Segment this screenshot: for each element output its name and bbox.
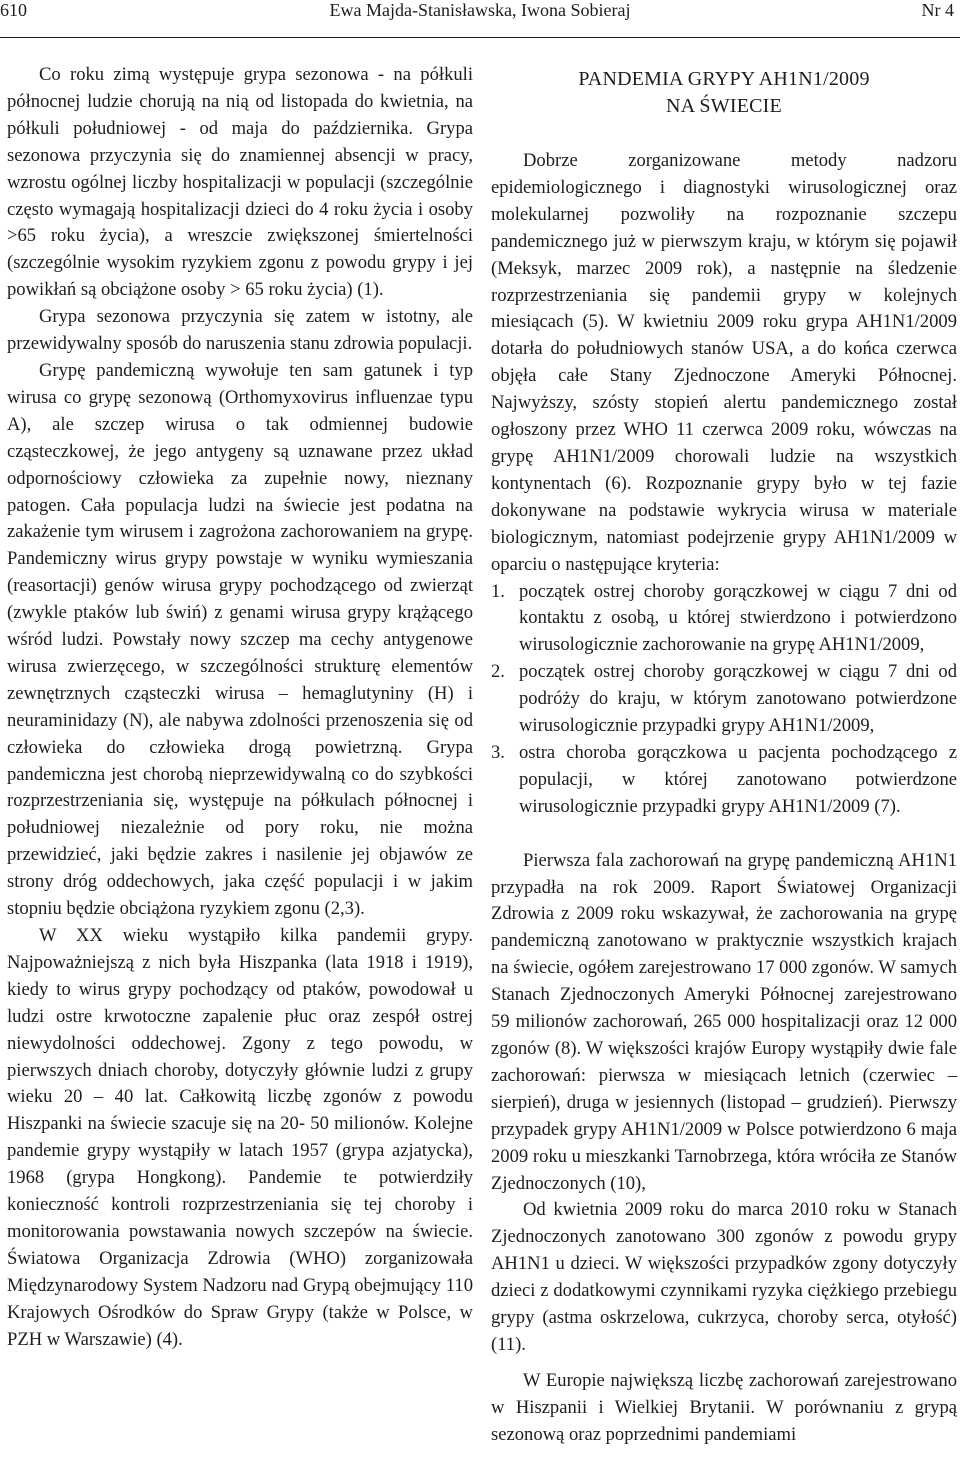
section-title-line: PANDEMIA GRYPY AH1N1/2009 bbox=[578, 68, 870, 90]
section-title-line: NA ŚWIECIE bbox=[666, 95, 782, 117]
issue-number: Nr 4 bbox=[921, 0, 954, 20]
paragraph: W Europie największą liczbę zachorowań zarejestrowano w Hiszpanii i Wielkiej Brytanii. W porównaniu z grypą sezonową oraz poprzednimi pandemiami bbox=[491, 1369, 957, 1445]
spacer bbox=[491, 821, 957, 848]
paragraph: Dobrze zorganizowane metody nadzoru epidemiologicznego i diagnostyki wirusologicznej oraz molekularnej pozwoliły na rozpoznanie szczepu pandemicznego już w pierwszym kraju, w którym się pojawił (Meksyk, marzec 2009 rok), a następnie na śledzenie rozprzestrzeniania się pandemii grypy w kolejnych miesiącach (5). W kwietniu 2009 roku grypa AH1N1/2009 dotarła do południowych stanów USA, a do końca czerwca objęła całe Stany Zjednoczone Ameryki Północnej. Najwyższy, szósty stopień alertu pandemicznego został ogłoszony przez WHO 11 czerwca 2009 roku, wówczas na grypę AH1N1/2009 chorowali ludzie na wszystkich kontynentach (6). Rozpoznanie grypy było w tej fazie dokonywane na podstawie wykrycia wirusa w materiale biologicznym, natomiast podejrzenie grypy AH1N1/2009 w oparciu o następujące kryteria: bbox=[491, 150, 957, 575]
list-number: 3. bbox=[491, 741, 505, 763]
list-number: 2. bbox=[491, 661, 505, 683]
list-item-text: początek ostrej choroby gorączkowej w ciągu 7 dni od podróży do kraju, w którym zanotowano potwierdzone wirusologicznie przypadki grypy AH1N1/2009, bbox=[519, 661, 957, 737]
list-item bbox=[491, 579, 957, 660]
list-item-text: ostra choroba gorączkowa u pacjenta pochodzącego z populacji, w której zanotowano potwierdzone wirusologicznie przypadki grypy AH1N1/2009 (7). bbox=[519, 741, 957, 817]
header-rule bbox=[0, 37, 960, 38]
right-column bbox=[491, 62, 957, 1449]
page-number: 610 bbox=[0, 0, 27, 20]
section-title bbox=[491, 66, 957, 120]
paragraph: Pierwsza fala zachorowań na grypę pandemiczną AH1N1 przypadła na rok 2009. Raport Światowej Organizacji Zdrowia z 2009 roku wskazywał, że zachorowania na grypę pandemiczną zanotowano w praktycznie wszystkich krajach na świecie, ogółem zarejestrowano 17 000 zgonów. W samych Stanach Zjednoczonych Ameryki Północnej zarejestrowano 59 milionów zachorowań, 265 000 hospitalizacji oraz 12 000 zgonów (8). W większości krajów Europy wystąpiły dwie fale zachorowań: pierwsza w miesiącach letnich (czerwiec – sierpień), druga w jesiennych (listopad – grudzień). Pierwszy przypadek grypy AH1N1/2009 w Polsce potwierdzono 6 maja 2009 roku u mieszkanki Tarnobrzega, która wróciła ze Stanów Zjednoczonych (10), bbox=[491, 849, 957, 1194]
paragraph: W XX wieku wystąpiło kilka pandemii grypy. Najpoważniejszą z nich była Hiszpanka (lata 1918 i 1919), kiedy to wirus grypy pochodzący od ptaków, powodował u ludzi ostre krwotoczne zapalenie płuc oraz zespół ostrej niewydolności oddechowej. Zgony z tego powodu, w pierwszych dniach choroby, dotyczyły głównie ludzi z grupy wieku 20 – 40 lat. Całkowitą liczbę zgonów z powodu Hiszpanki na świecie szacuje się na 20- 50 milionów. Kolejne pandemie grypy wystąpiły w latach 1957 (grypa azjatycka), 1968 (grypa Hongkong). Pandemie te potwierdziły konieczność kontroli rozprzestrzeniania się tej choroby i monitorowania powstawania nowych szczepów na świecie. Światowa Organizacja Zdrowia (WHO) zorganizowała Międzynarodowy System Nadzoru nad Grypą obejmujący 110 Krajowych Ośrodków do Spraw Grypy (także w Polsce, w PZH w Warszawie) (4). bbox=[7, 925, 473, 1350]
list-item bbox=[491, 740, 957, 821]
criteria-list bbox=[491, 579, 957, 821]
running-head-authors: Ewa Majda-Stanisławska, Iwona Sobieraj bbox=[329, 0, 631, 20]
spacer bbox=[491, 1359, 957, 1368]
list-item bbox=[491, 659, 957, 740]
paragraph: Grypa sezonowa przyczynia się zatem w istotny, ale przewidywalny sposób do naruszenia stanu zdrowia populacji. bbox=[7, 306, 473, 355]
page-header bbox=[0, 0, 960, 36]
paragraph: Od kwietnia 2009 roku do marca 2010 roku w Stanach Zjednoczonych zanotowano 300 zgonów z powodu grypy AH1N1 u dzieci. W większości przypadków zgony dotyczyły dzieci z dodatkowymi czynnikami ryzyka ciężkiego przebiegu grypy (astma oskrzelowa, cukrzyca, choroby serca, otyłość) (11). bbox=[491, 1199, 957, 1355]
list-number: 1. bbox=[491, 580, 505, 602]
paragraph: Co roku zimą występuje grypa sezonowa - na półkuli północnej ludzie chorują na nią od listopada do kwietnia, na półkuli południowej - od maja do października. Grypa sezonowa przyczynia się do znamiennej absencji w pracy, wzrostu ogólnej liczby hospitalizacji w populacji (szczególnie często wymagają hospitalizacji dzieci do 4 roku życia i osoby >65 roku życia), a wreszcie zwiększonej śmiertelności (szczególnie wysokim ryzykiem zgonu z powodu grypy i jej powikłań są obciążone osoby > 65 roku życia) (1). bbox=[7, 64, 473, 301]
paragraph: Grypę pandemiczną wywołuje ten sam gatunek i typ wirusa co grypę sezonową (Orthomyxovirus influenzae typu A), ale szczep wirusa o tak odmiennej budowie cząsteczkowej, że jego antygeny są uznawane przez układ odpornościowy człowieka za zupełnie nowy, nieznany patogen. Cała populacja ludzi na świecie jest podatna na zakażenie tym wirusem i zagrożona zachorowaniem na grypę. Pandemiczny wirus grypy powstaje w wyniku wymieszania (reasortacji) genów wirusa grypy pochodzącego od zwierząt (zwykle ptaków lub świń) z genami wirusa grypy krążącego wśród ludzi. Powstały nowy szczep ma cechy antygenowe wirusa zwierzęcego, w szczególności strukturę elementów zewnętrznych cząsteczki wirusa – hemaglutyniny (H) i neuraminidazy (N), ale nabywa zdolności przenoszenia się od człowieka do człowieka drogą powietrzną. Grypa pandemiczna jest chorobą nieprzewidywalną co do szybkości rozprzestrzeniania się, występuje na półkulach północnej i południowej niezależnie od pory roku, nie można przewidzieć, jaki będzie zakres i nasilenie jej objawów ze strony dróg oddechowych, jaka część populacji i w jakim stopniu będzie obciążona ryzykiem zgonu (2,3). bbox=[7, 359, 473, 920]
list-item-text: początek ostrej choroby gorączkowej w ciągu 7 dni od kontaktu z osobą, u której stwierdzono i potwierdzono wirusologicznie zachorowanie na grypę AH1N1/2009, bbox=[519, 580, 957, 656]
left-column bbox=[7, 62, 473, 1354]
